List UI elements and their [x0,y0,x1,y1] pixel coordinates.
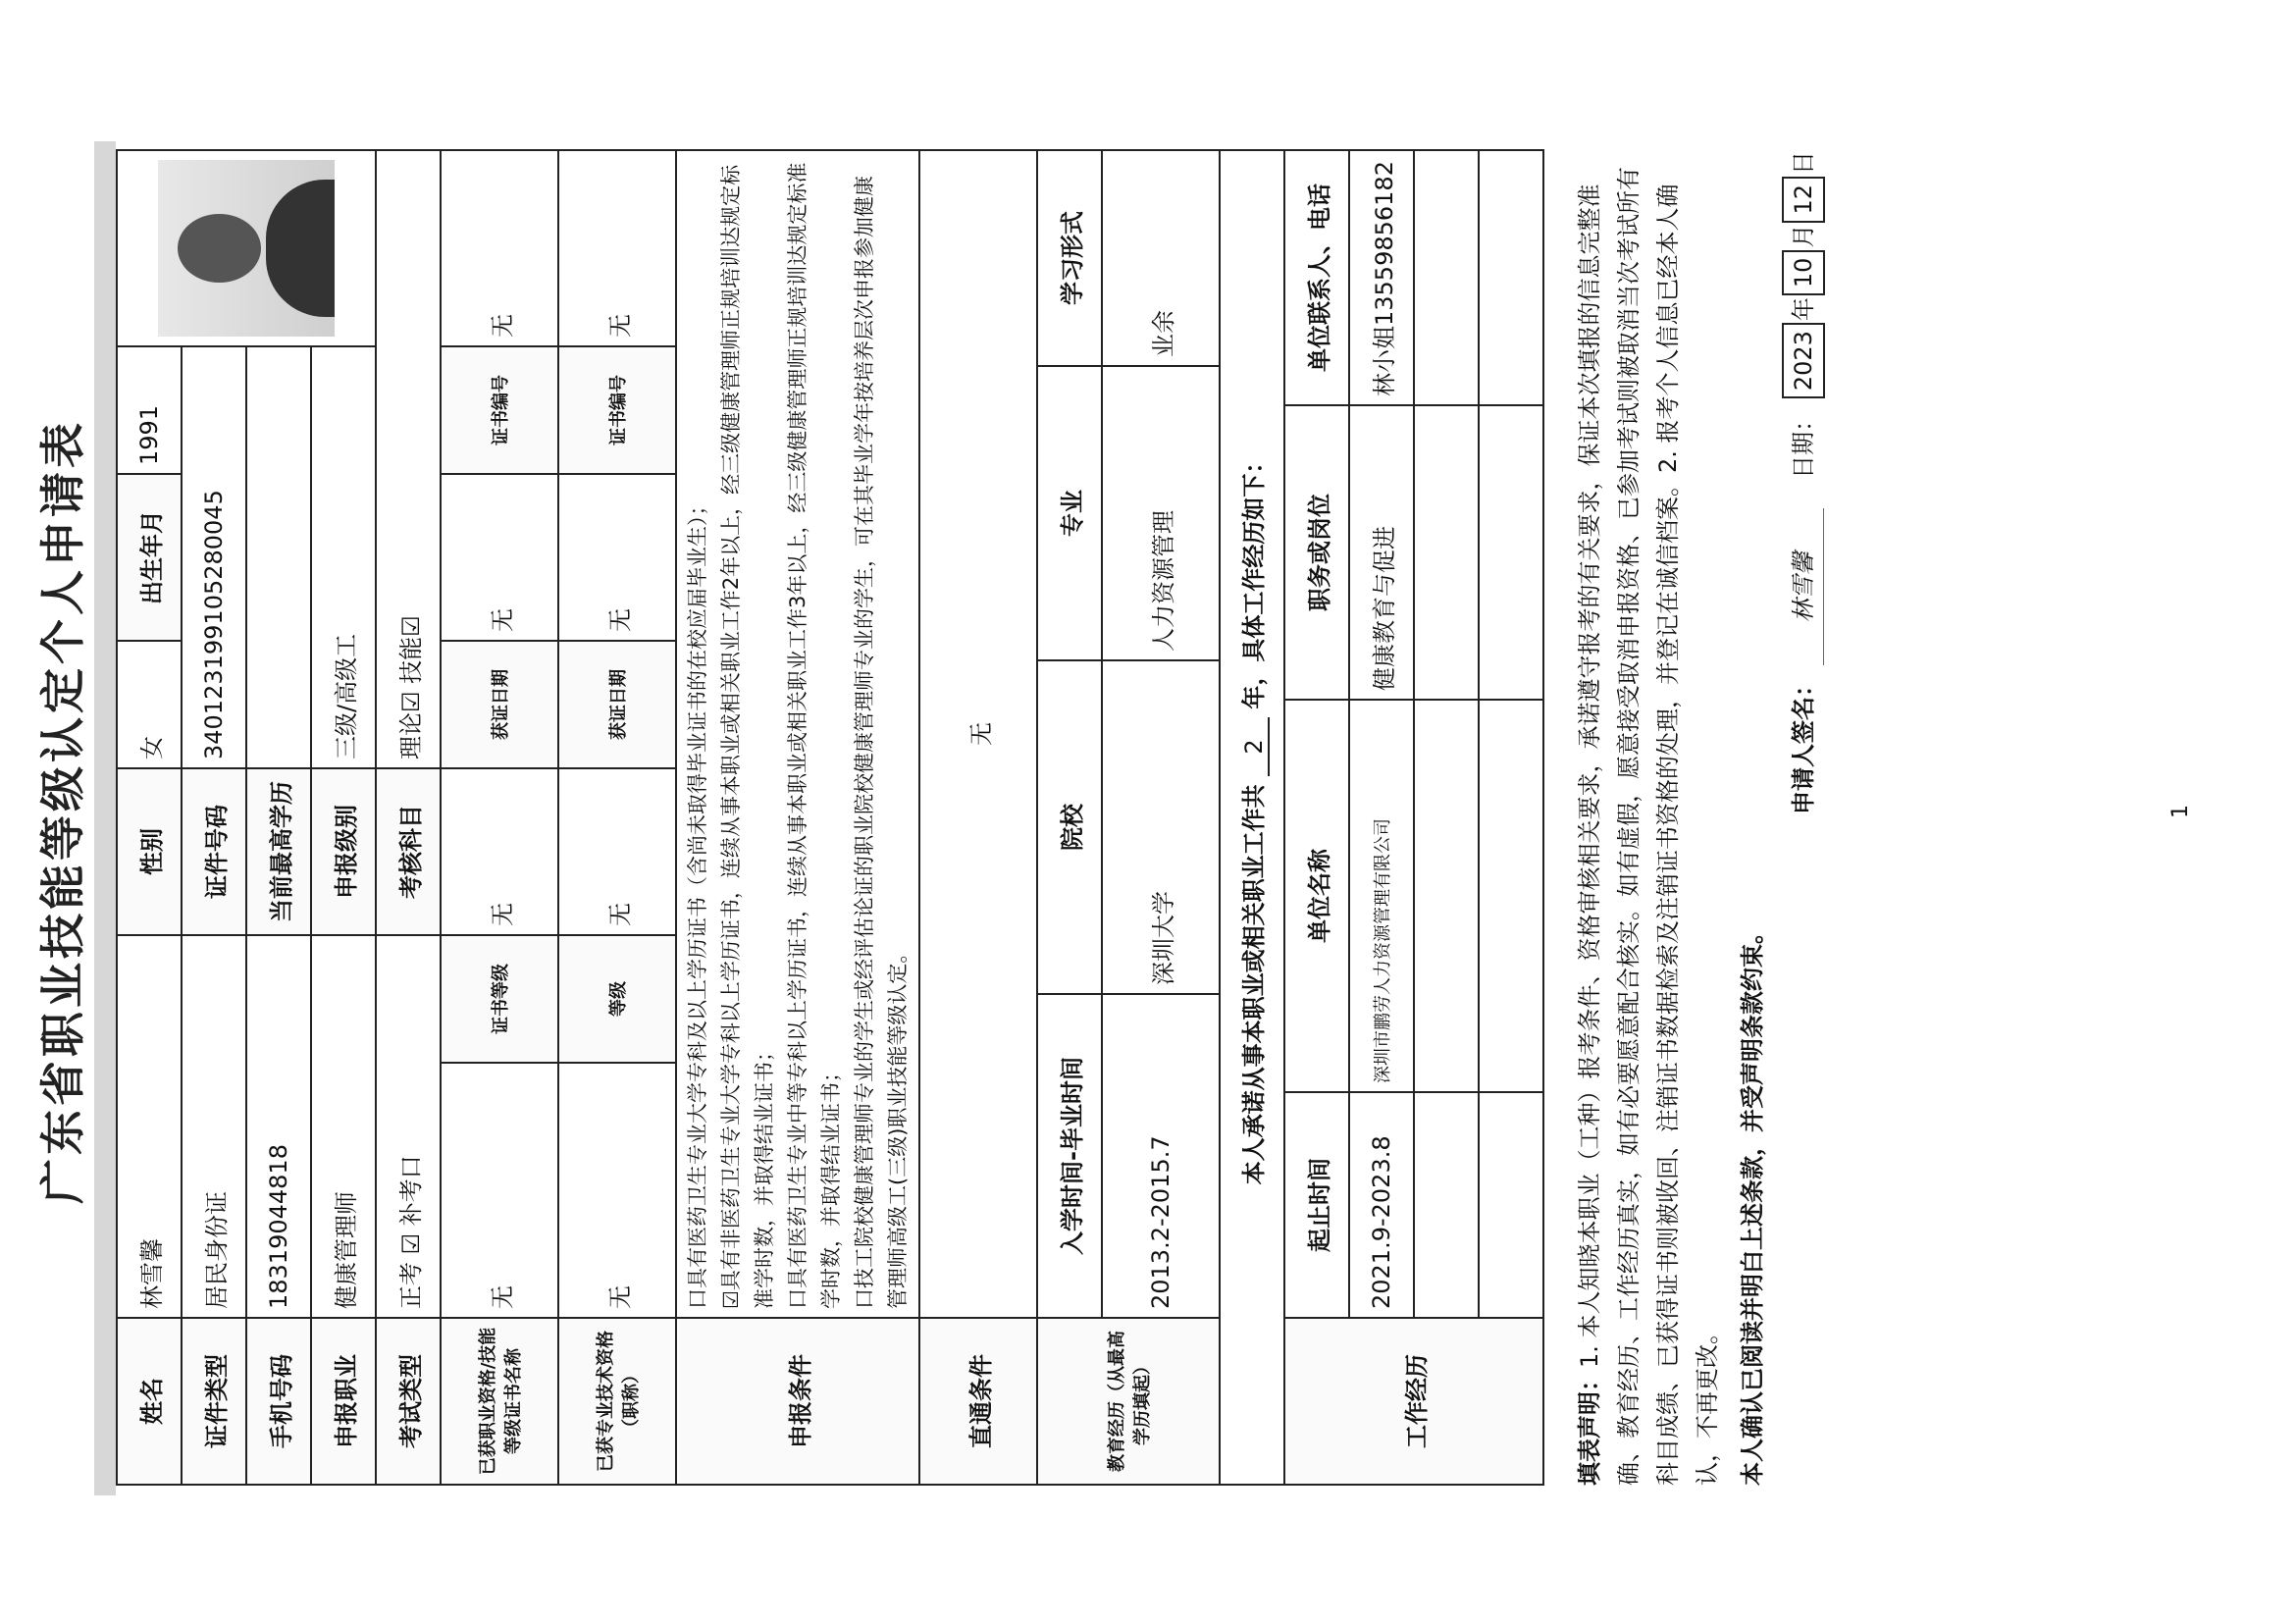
conditions-options [676,150,919,1318]
work-empty-cell [1479,405,1543,700]
applicant-photo [158,160,335,337]
edu-mode: 业余 [1102,150,1220,366]
title-no-value: 无 [558,150,676,346]
title-level-label: 等级 [558,935,676,1063]
edu-major: 人力资源管理 [1102,366,1220,660]
cert-no-value: 无 [441,150,558,346]
title-name-label: 已获专业技术资格（职称） [558,1318,676,1485]
cert-level-value: 无 [441,768,558,935]
exam-type-value: 正考 ☑ 补考口 [376,935,441,1318]
birth-label: 出生年月 [117,474,182,641]
occupation-label: 申报职业 [311,1318,376,1485]
level-label: 申报级别 [311,768,376,935]
work-header-period: 起止时间 [1284,1092,1349,1318]
applicant-signature: 林雪馨 [1784,508,1824,665]
declaration-block [1570,151,1825,1486]
date-year-box: 2023 [1782,323,1825,398]
work-empty-cell [1414,405,1479,700]
photo-head-shape [178,214,261,283]
work-intro-post: 年，具体工作经历如下： [1240,449,1268,709]
id-no-value: 340123199105280045 [182,346,246,768]
month-char: 月 [1790,224,1817,248]
work-employer: 深圳市鹏劳人力资源管理有限公司 [1349,700,1414,1092]
cert-name-value: 无 [441,1063,558,1318]
table-row [1414,150,1479,1485]
work-intro [1220,150,1284,1485]
edu-header-school: 院校 [1037,660,1102,994]
work-position: 健康教育与促进 [1349,405,1414,700]
sign-label: 申请人签名： [1790,672,1817,814]
table-row [1102,150,1220,1485]
title-name-value: 无 [558,1063,676,1318]
gender-label: 性别 [117,768,182,935]
date-day-box: 12 [1782,177,1825,223]
title-no-label: 证书编号 [558,346,676,474]
table-row [1479,150,1543,1485]
name-label: 姓名 [117,1318,182,1485]
cert-name-label: 已获职业资格/技能等级证书名称 [441,1318,558,1485]
condition-option-2: ☑具有非医药卫生专业大学专科以上学历证书，连续从事本职业或相关职业工作2年以上，经三级健康管理师正规培训达规定标准学时数，并取得结业证书； [719,164,776,1309]
date-month-box: 10 [1782,250,1825,296]
title-date-label: 获证日期 [558,641,676,768]
declaration-confirm: 本人确认已阅读并明白上述条款，并受声明条款约束。 [1739,920,1766,1486]
gender-value: 女 [117,641,182,768]
education-table [1036,149,1221,1486]
id-type-value: 居民身份证 [182,935,246,1318]
work-header-employer: 单位名称 [1284,700,1349,1092]
date-label: 日期： [1790,407,1817,479]
edu-header-period: 入学时间-毕业时间 [1037,994,1102,1318]
work-intro-pre: 本人承诺从事本职业或相关职业工作共 [1240,784,1268,1185]
work-empty-cell [1414,150,1479,405]
direct-label: 直通条件 [919,1318,1037,1485]
title-underline-bar [94,141,116,1495]
work-empty-cell [1479,700,1543,1092]
page-number: 1 [2168,805,2193,818]
work-table [1219,149,1544,1486]
birth-value: 1991 [117,346,182,474]
direct-value: 无 [919,150,1037,1318]
work-history-label: 工作经历 [1284,1318,1543,1485]
id-type-label: 证件类型 [182,1318,246,1485]
edu-value [246,346,311,768]
edu-school: 深圳大学 [1102,660,1220,994]
cert-no-label: 证书编号 [441,346,558,474]
phone-value: 18319044818 [246,935,311,1318]
edu-header-major: 专业 [1037,366,1102,660]
occupation-value: 健康管理师 [311,935,376,1318]
condition-option-3: 口具有医药卫生专业中等专科以上学历证书，连续从事本职业或相关职业工作3年以上，经三级健康管理师正规培训达规定标准学时数，并取得结业证书； [786,162,843,1309]
photo-cell [117,150,376,346]
edu-period: 2013.2-2015.7 [1102,994,1220,1318]
id-no-label: 证件号码 [182,768,246,935]
form-body [116,151,1544,1486]
work-contact: 林小姐13559856182 [1349,150,1414,405]
declaration-lead: 填表声明： [1576,1368,1603,1486]
work-period: 2021.9-2023.8 [1349,1092,1414,1318]
name-value: 林雪馨 [117,935,182,1318]
edu-header-mode: 学习形式 [1037,150,1102,366]
basic-info-table [116,149,1038,1486]
title-level-value: 无 [558,768,676,935]
work-empty-cell [1414,700,1479,1092]
exam-type-label: 考试类型 [376,1318,441,1485]
condition-option-4: 口技工院校健康管理师专业的学生或经评估论证的职业院校健康管理师专业的学生，可在其毕业学年按培养层次申报参加健康管理师高级工(三级)职业技能等级认定。 [853,176,910,1309]
condition-option-1: 口具有医药卫生专业大学专科及以上学历证书（含尚未取得毕业证书的在校应届毕业生）； [686,495,709,1309]
cert-date-label: 获证日期 [441,641,558,768]
table-row [1349,150,1414,1485]
level-value: 三级/高级工 [311,346,376,768]
cert-level-label: 证书等级 [441,935,558,1063]
edu-label: 当前最高学历 [246,768,311,935]
conditions-label: 申报条件 [676,1318,919,1485]
exam-subject-value: 理论☑ 技能☑ [376,150,441,768]
photo-body-shape [266,180,335,317]
day-char: 日 [1790,151,1817,175]
edu-history-label: 教育经历（从最高学历填起） [1037,1318,1220,1485]
declaration-text [1570,151,1727,1486]
work-empty-cell [1414,1092,1479,1318]
work-header-contact: 单位联系人、电话 [1284,150,1349,405]
declaration-body: 1. 本人知晓本职业（工种）报考条件、资格审核相关要求，承诺遵守报考的有关要求，保证本次填报的信息完整准确、教育经历、工作经历真实，如有必要愿意配合核实。如有虚假，愿意接受取消申报资格、已参加考试则被取消当次考试所有科目成绩、已获得证书则被收回、注销证书数据检索及注销证书资格的处理，并登记在诚信档案。2. 报考个人信息已经本人确认，不再更改。 [1576,167,1721,1486]
cert-date-value: 无 [441,474,558,641]
phone-label: 手机号码 [246,1318,311,1485]
work-header-position: 职务或岗位 [1284,405,1349,700]
work-empty-cell [1479,150,1543,405]
work-empty-cell [1479,1092,1543,1318]
work-years: 2 [1240,717,1270,776]
signature-row [1782,151,1825,1486]
year-char: 年 [1790,297,1817,322]
title-date-value: 无 [558,474,676,641]
exam-subject-label: 考核科目 [376,768,441,935]
form-title: 广东省职业技能等级认定个人申请表 [36,419,89,1204]
